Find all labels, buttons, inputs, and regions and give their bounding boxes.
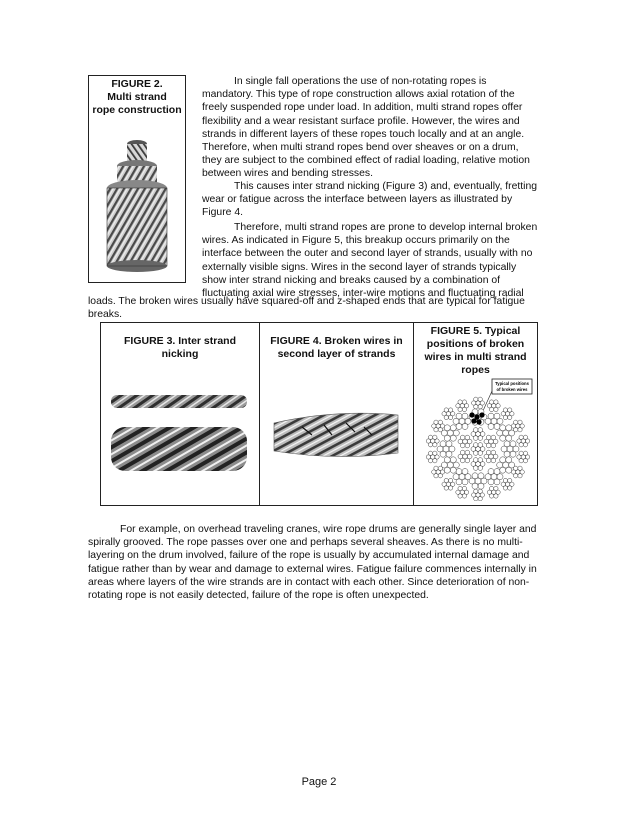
- page-number: Page 2: [301, 776, 337, 788]
- rope-wire: [523, 435, 527, 439]
- rope-wire: [458, 400, 462, 404]
- rope-wire: [473, 428, 478, 433]
- figure-3-caption-line: nicking: [161, 348, 199, 360]
- rope-wire: [440, 441, 446, 447]
- figure-2-caption-line: rope construction: [92, 104, 182, 116]
- rope-wire: [448, 415, 452, 419]
- rope-wire: [506, 425, 512, 431]
- rope-strand: [472, 489, 485, 501]
- broken-wires-image: [272, 405, 400, 463]
- rope-wire: [478, 397, 482, 401]
- figure-3-caption: [101, 323, 259, 361]
- rope-wire: [494, 423, 500, 429]
- rope-wire: [488, 469, 494, 475]
- rope-wire: [478, 497, 482, 501]
- figure-2-caption-line: FIGURE 2.: [111, 78, 163, 90]
- rope-strand: [456, 400, 469, 412]
- broken-wires-label-line: of broken wires: [496, 387, 528, 392]
- figure-5-caption-line: ropes: [461, 364, 490, 376]
- rope-wire: [438, 474, 442, 478]
- rope-strand: [501, 441, 519, 457]
- figure-5-cell: [413, 323, 537, 505]
- rope-wire: [503, 478, 507, 482]
- rope-wire: [446, 451, 452, 457]
- rope-wire: [448, 478, 452, 482]
- rope-wire: [488, 413, 494, 419]
- rope-wire: [486, 435, 491, 440]
- rope-wire: [462, 469, 468, 475]
- rope-wire: [514, 466, 518, 470]
- broken-wires-label-line: Typical positions: [495, 381, 529, 386]
- rope-wire: [494, 486, 498, 490]
- rope-wire: [462, 400, 466, 404]
- rope-wire: [462, 494, 466, 498]
- rope-wire: [518, 474, 522, 478]
- rope-strand: [442, 478, 455, 490]
- rope-wire: [478, 466, 483, 471]
- rope-strand: [458, 435, 472, 448]
- rope-wire: [444, 478, 448, 482]
- paragraph-3: Therefore, multi strand ropes are prone to develop internal broken wires. As indicated in Figure 5, this breakup occurs primarily on the interface between the outer and second layer of strands, usually with no externally visible signs. Wires in the second layer of strands typically show inter strand nicking and breaks caused by a combination of fluctuating axial wire stresses, inter-wire motions and fluctuating radial: [202, 222, 538, 300]
- figure-3-caption-line: FIGURE 3. Inter strand: [123, 335, 237, 347]
- figure-5-caption-line: wires in multi strand: [424, 351, 527, 363]
- rope-strand: [426, 451, 439, 463]
- rope-wire: [438, 466, 442, 470]
- rope-strand: [501, 478, 514, 490]
- rope-wire: [489, 400, 493, 404]
- rope-strand: [432, 420, 445, 432]
- figures-3-4-5-box: [100, 322, 538, 506]
- rope-wire: [474, 489, 478, 493]
- rope-wire: [491, 443, 496, 448]
- rope-wire: [444, 457, 450, 463]
- rope-wire: [508, 408, 512, 412]
- rope-wire: [494, 400, 498, 404]
- rope-wire: [428, 435, 432, 439]
- rope-strand: [487, 400, 500, 412]
- rope-wire: [518, 428, 522, 432]
- rope-wire: [478, 428, 483, 433]
- rope-wire: [494, 413, 500, 419]
- rope-wire: [433, 443, 437, 447]
- rope-wire: [518, 466, 522, 470]
- rope-wire: [456, 469, 462, 475]
- rope-wire: [494, 494, 498, 498]
- rope-strand: [471, 443, 485, 456]
- rope-wire: [478, 483, 484, 489]
- rope-wire: [514, 420, 518, 424]
- rope-wire: [478, 489, 482, 493]
- rope-wire: [508, 478, 512, 482]
- rope-wire: [465, 458, 470, 463]
- figure-5-caption: [414, 323, 537, 377]
- rope-wire: [500, 425, 506, 431]
- rope-wire: [494, 479, 500, 485]
- rope-wire: [462, 413, 468, 419]
- broken-wire-marker: [469, 412, 474, 417]
- broken-wire-marker: [479, 412, 484, 417]
- rope-wire: [462, 407, 466, 411]
- rope-wire: [444, 425, 450, 431]
- rope-wire: [434, 420, 438, 424]
- paragraph-3-continued: loads. The broken wires usually have squared-off and z-shaped ends that are typical for fatigue breaks.: [88, 296, 525, 321]
- figure-2-caption-line: Multi strand: [107, 91, 167, 103]
- figure-3-cell: [101, 323, 259, 505]
- rope-strand: [458, 450, 472, 463]
- rope-wire: [438, 420, 442, 424]
- rope-wire: [478, 451, 483, 456]
- rope-wire: [478, 436, 483, 441]
- rope-wire: [448, 486, 452, 490]
- paragraph-4: For example, on overhead traveling cranes, wire rope drums are generally single layer and spirally grooved. The rope passes over one and perhaps several sheaves. As there is no multi-layering on the drum involved, failure of the rope is usually by accumulated internal damage and fatigue rather than by wear and damage to external wires. Fatigue failure commences internally in areas where layers of the wire strands are in contact with each other. Since deterioration of non-rotating rope is not easily detected, failure of the rope is often unexpected.: [88, 524, 537, 602]
- rope-wire: [462, 423, 468, 429]
- figure-4-caption-line: FIGURE 4. Broken wires in: [270, 335, 403, 347]
- rope-wire: [510, 451, 516, 457]
- rope-wire: [456, 413, 462, 419]
- rope-wire: [462, 479, 468, 485]
- rope-strand: [432, 466, 445, 478]
- rope-strand: [484, 435, 498, 448]
- rope-wire: [506, 457, 512, 463]
- rope-wire: [460, 435, 465, 440]
- rope-wire: [474, 397, 478, 401]
- rope-strand: [471, 458, 485, 471]
- rope-strand: [511, 420, 524, 432]
- rope-strand: [517, 451, 530, 463]
- rope-wire: [510, 441, 516, 447]
- figure-5-caption-line: positions of broken: [426, 338, 525, 350]
- figure-5-caption-line: FIGURE 5. Typical: [430, 325, 521, 337]
- rope-wire: [478, 443, 483, 448]
- rope-wire: [491, 458, 496, 463]
- rope-strand: [501, 408, 514, 420]
- rope-wire: [494, 469, 500, 475]
- rope-strand: [487, 486, 500, 498]
- rope-wire: [433, 451, 437, 455]
- rope-wire: [444, 408, 448, 412]
- rope-wire: [478, 405, 482, 409]
- figure-4-caption: [260, 323, 413, 361]
- rope-wire: [506, 435, 512, 441]
- rope-wire: [504, 441, 510, 447]
- rope-strand: [442, 408, 455, 420]
- paragraph-2: This causes inter strand nicking (Figure 3) and, eventually, fretting wear or fatigue across the interface between layers as illustrated by Figure 4.: [202, 181, 538, 219]
- rope-wire: [508, 486, 512, 490]
- rope-wire: [489, 486, 493, 490]
- rope-wire: [433, 459, 437, 463]
- rope-wire: [458, 486, 462, 490]
- rope-wire: [519, 435, 523, 439]
- rope-wire: [494, 407, 498, 411]
- rope-wire: [434, 466, 438, 470]
- rope-wire: [473, 458, 478, 463]
- rope-wire: [523, 443, 527, 447]
- rope-cross-section-diagram: [422, 377, 534, 501]
- rope-wire: [506, 467, 512, 473]
- rope-wire: [465, 443, 470, 448]
- rope-strand: [484, 450, 498, 463]
- rope-wire: [462, 486, 466, 490]
- rope-wire: [503, 408, 507, 412]
- figure-4-caption-line: second layer of strands: [277, 348, 396, 360]
- rope-strand: [437, 441, 455, 457]
- rope-wire: [450, 425, 456, 431]
- rope-wire: [472, 473, 478, 479]
- rope-wire: [491, 435, 496, 440]
- rope-wire: [428, 451, 432, 455]
- rope-wire: [433, 435, 437, 439]
- figure-4-cell: [259, 323, 413, 505]
- rope-wire: [500, 457, 506, 463]
- rope-wire: [446, 441, 452, 447]
- figure-2-caption: [89, 78, 185, 117]
- rope-wire: [450, 457, 456, 463]
- rope-strand: [472, 397, 485, 409]
- rope-wire: [523, 459, 527, 463]
- rope-strand: [469, 473, 487, 489]
- rope-strand: [426, 435, 439, 447]
- rope-wire: [473, 443, 478, 448]
- broken-wire-marker: [471, 418, 476, 423]
- multi-strand-rope-image: [99, 134, 177, 274]
- rope-wire: [519, 451, 523, 455]
- rope-wire: [486, 450, 491, 455]
- rope-wire: [491, 450, 496, 455]
- rope-strand: [456, 486, 469, 498]
- rope-wire: [450, 467, 456, 473]
- rope-wire: [465, 450, 470, 455]
- rope-wire: [448, 408, 452, 412]
- rope-wire: [478, 473, 484, 479]
- rope-strand: [517, 435, 530, 447]
- rope-strand: [471, 428, 485, 441]
- rope-wire: [438, 428, 442, 432]
- broken-wire-marker: [476, 419, 481, 424]
- rope-wire: [450, 435, 456, 441]
- paragraph-1: In single fall operations the use of non-rotating ropes is mandatory. This type of rope construction allows axial rotation of the freely suspended rope under load. In addition, multi strand ropes offer flexibility and a wear resistant surface profile. However, the wires and strands in different layers of these ropes touch locally and at an angle. Therefore, when multi strand ropes bend over sheaves or on a drum, they are subject to the combined effect of radial loading, relative motion between wires and bending stresses.: [202, 76, 530, 180]
- rope-wire: [478, 458, 483, 463]
- rope-wire: [508, 415, 512, 419]
- rope-strand: [511, 466, 524, 478]
- figure-2-box: [88, 75, 186, 283]
- rope-wire: [465, 435, 470, 440]
- rope-wire: [460, 450, 465, 455]
- rope-wire: [523, 451, 527, 455]
- rope-wire: [518, 420, 522, 424]
- rope-strands-group: [426, 397, 530, 501]
- inter-strand-nicking-image: [109, 391, 249, 479]
